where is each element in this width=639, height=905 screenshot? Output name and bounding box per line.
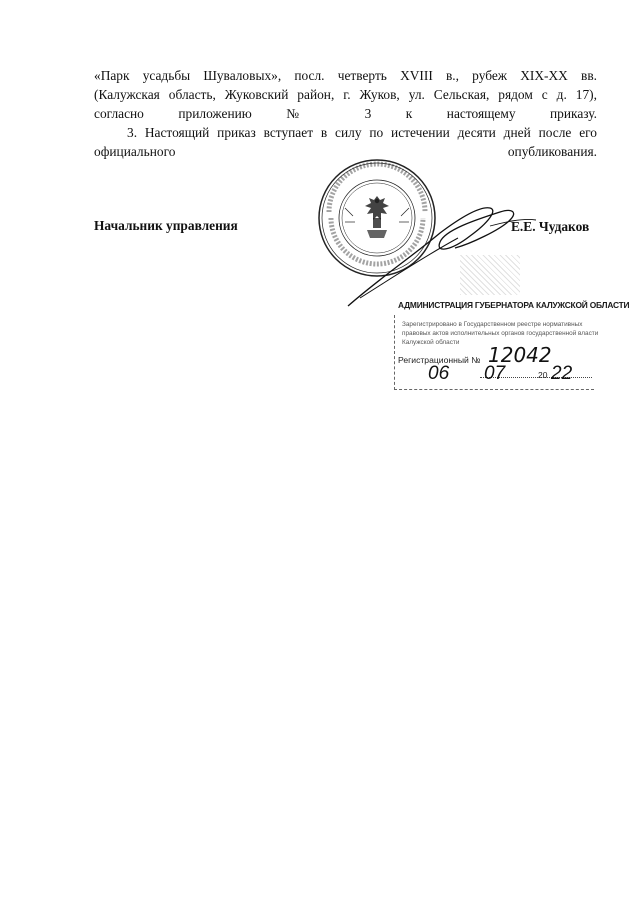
signature-title: Начальник управления <box>94 218 238 233</box>
paragraph-2-line-1: 3. Настоящий приказ вступает в силу по истечении десяти дней после его <box>127 125 597 140</box>
paragraph-1-line-2: (Калужская область, Жуковский район, г. Жуков, ул. Сельская, рядом с д. 17), <box>94 87 597 102</box>
signature-name: Е.Е. Чудаков <box>511 219 590 234</box>
stamp-line-2: правовых актов исполнительных органов государственной власти <box>402 330 599 337</box>
stamp-reg-number: 12042 <box>488 343 552 367</box>
paragraph-1 <box>94 66 597 123</box>
stamp-line-3: Калужской области <box>402 339 460 346</box>
stamp-date-month: 07 <box>484 363 506 384</box>
paragraph-1-line-3: согласно приложению № 3 к настоящему приказу. <box>94 106 597 121</box>
paragraph-2-line-2: официального опубликования. <box>94 144 597 159</box>
paragraph-1-line-1: «Парк усадьбы Шуваловых», посл. четверть XVIII в., рубеж XIX-XX вв. <box>94 68 597 83</box>
stamp-title: АДМИНИСТРАЦИЯ ГУБЕРНАТОРА КАЛУЖСКОЙ ОБЛАСТИ <box>398 300 630 310</box>
stamp-reg-label: Регистрационный № <box>398 355 481 365</box>
stamp-line-1: Зарегистрировано в Государственном реестре нормативных <box>402 321 583 328</box>
scan-noise <box>460 255 520 295</box>
stamp-date-year-suffix: 22 <box>551 363 573 384</box>
stamp-border <box>394 315 396 390</box>
stamp-date-year-prefix: 20 <box>538 370 548 380</box>
registration-stamp <box>388 293 630 393</box>
stamp-date-day: 06 <box>428 363 450 384</box>
stamp-bottom-border <box>394 389 594 390</box>
